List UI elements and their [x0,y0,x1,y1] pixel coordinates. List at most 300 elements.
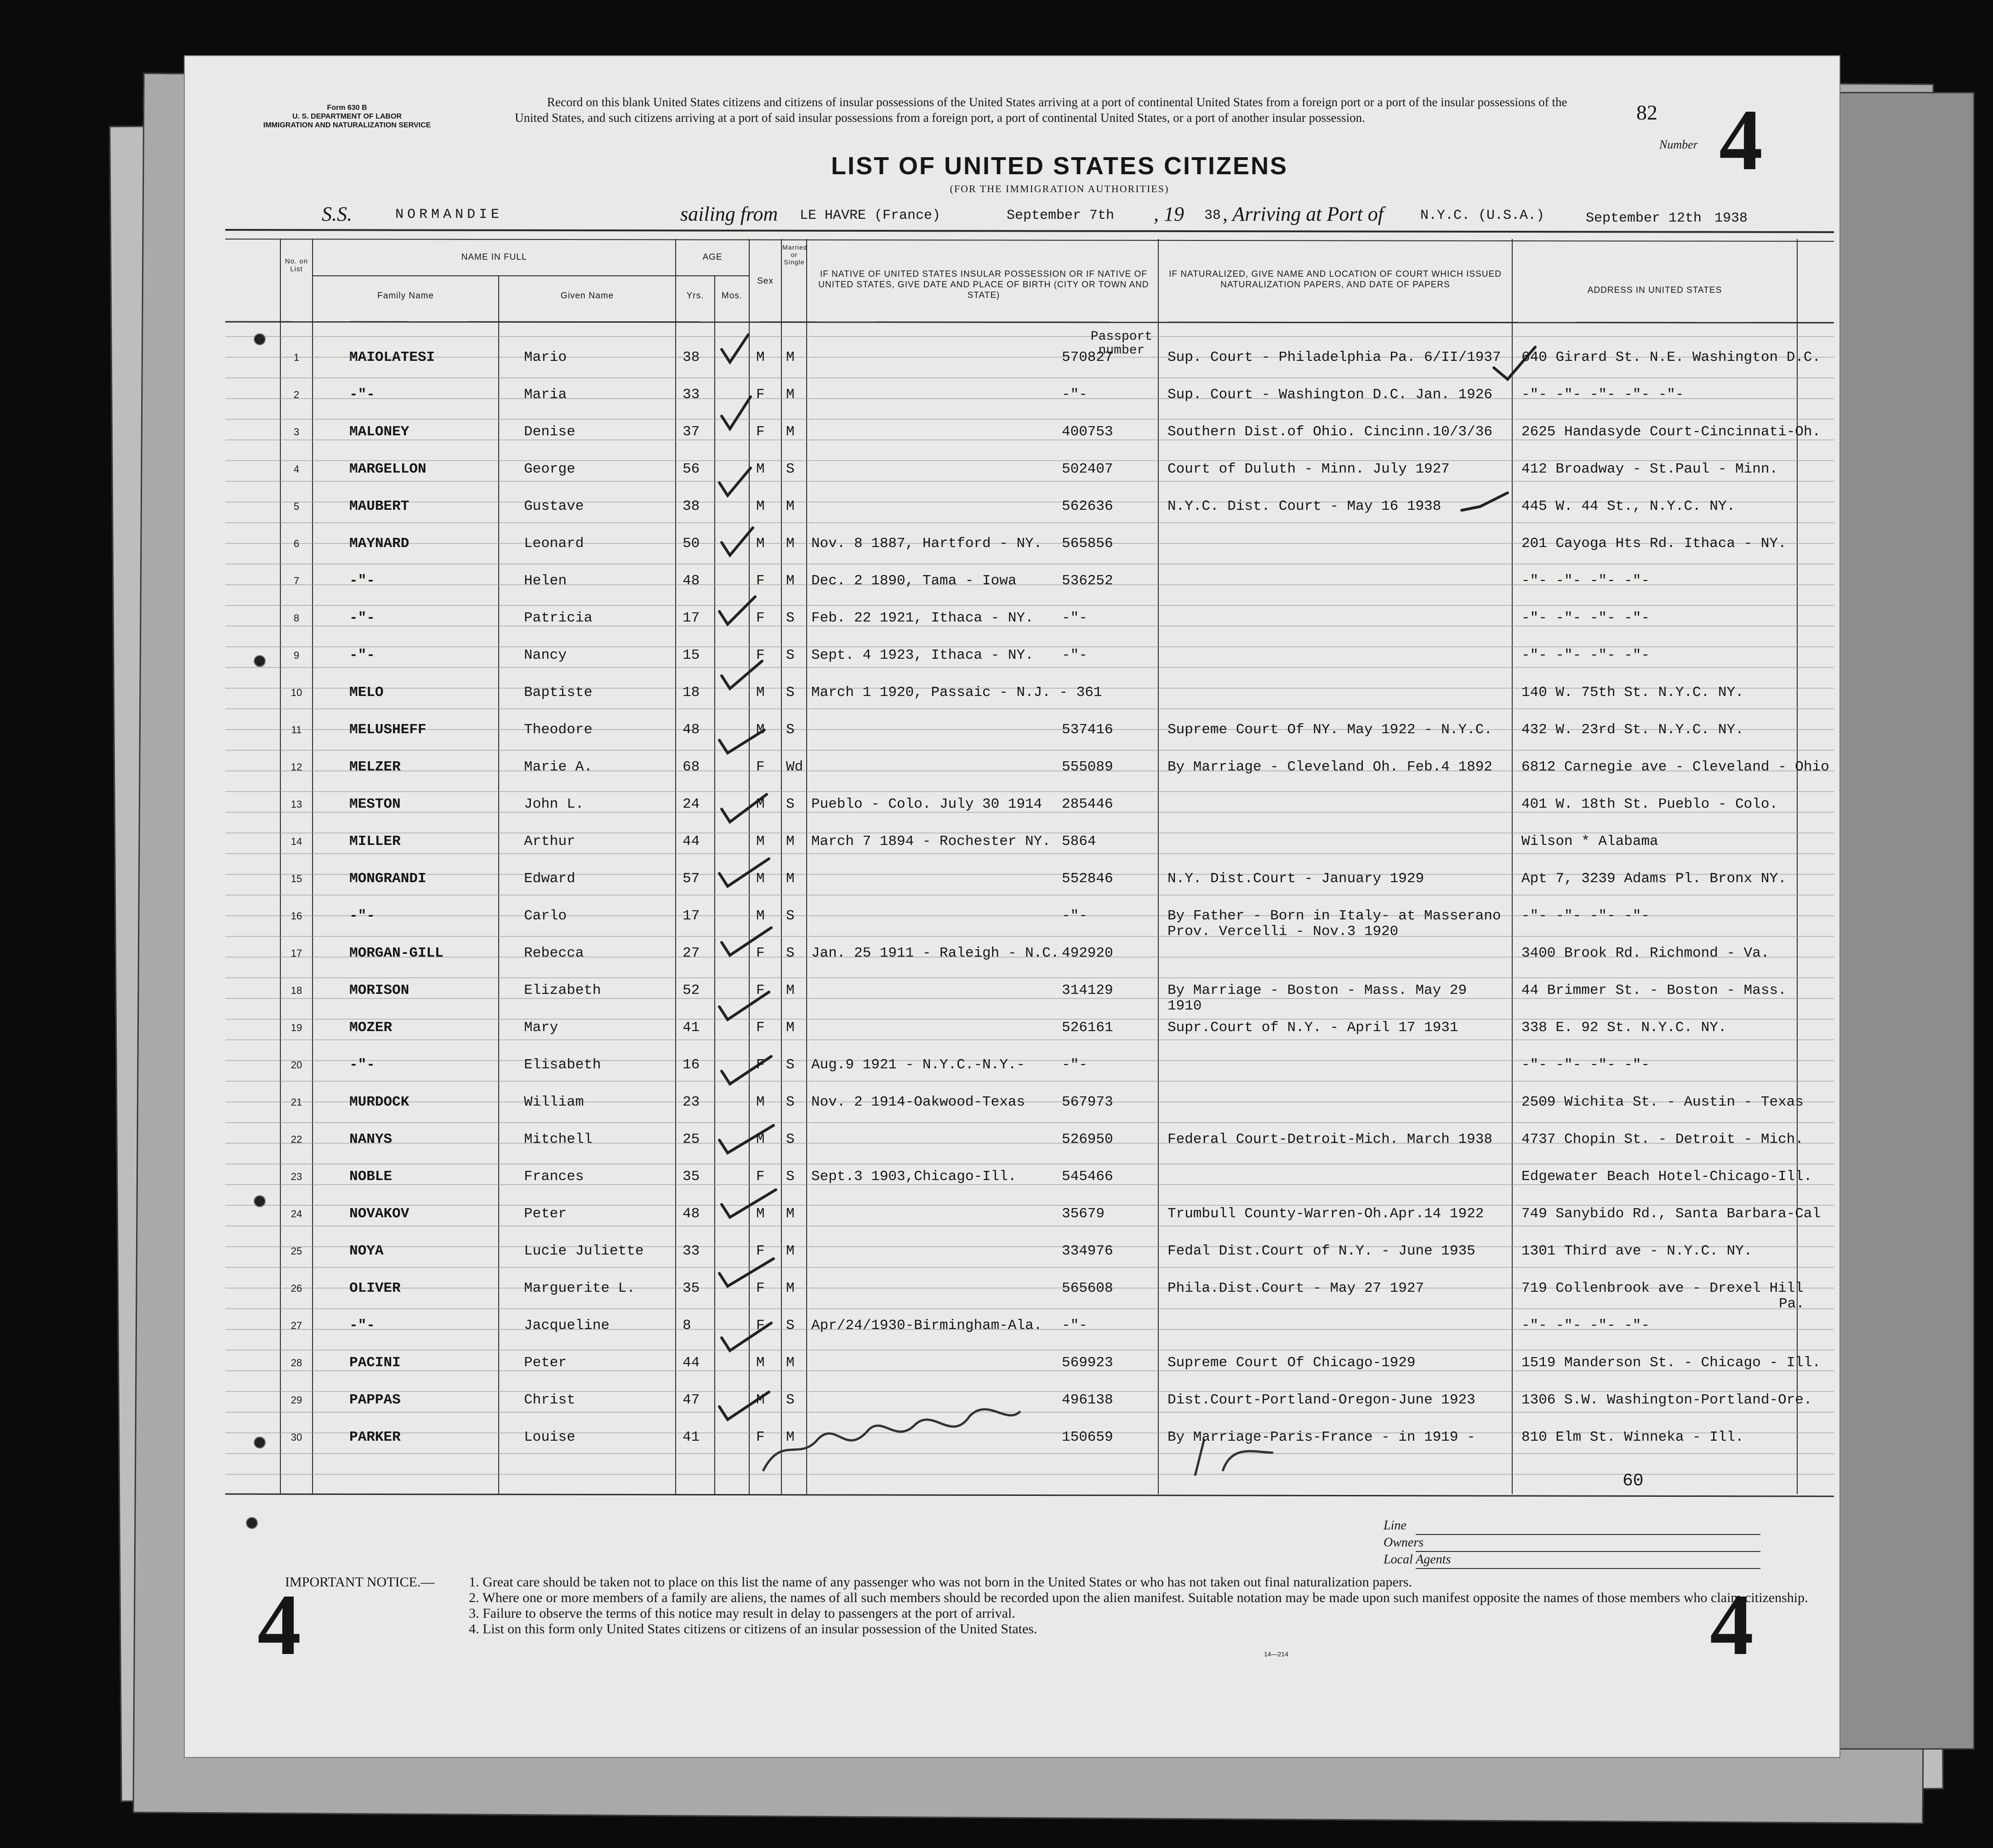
row-sex: F [756,1318,765,1334]
print-code: 14—214 [1264,1650,1288,1658]
row-given: Elisabeth [524,1057,601,1073]
notice-3: 3. Failure to observe the terms of this notice may result in delay to passengers at the port of arrival. [469,1606,1015,1621]
notice-4: 4. List on this form only United States citizens or citizens of an insular possession of the United States. [469,1621,1037,1637]
row-passport: 526950 [1062,1131,1113,1147]
row-no: 16 [290,910,302,922]
row-nat: Supr.Court of N.Y. - April 17 1931 [1167,1020,1458,1036]
row-sex: M [756,908,765,924]
row-age: 16 [683,1057,700,1073]
row-addr: -"- -"- -"- -"- [1521,573,1650,589]
row-addr: Wilson * Alabama [1521,833,1658,850]
row-addr: 4737 Chopin St. - Detroit - Mich. [1521,1131,1804,1147]
header-age: AGE [702,252,723,262]
row-age: 38 [683,349,700,365]
row-sex: F [756,1280,765,1296]
row-no: 19 [290,1022,302,1033]
row-ms: S [786,1057,795,1073]
row-passport: 555089 [1062,759,1113,775]
row-no: 5 [293,501,300,512]
row-ms: M [786,536,795,552]
arrival-date: September 12th [1586,211,1702,226]
row-given: Mitchell [524,1131,592,1147]
row-given: Christ [524,1392,575,1408]
row-age: 50 [683,536,700,552]
row-ms: M [786,424,795,440]
important-notice [285,1574,1839,1637]
row-age: 27 [683,945,700,961]
header-mos: Mos. [721,291,743,301]
row-passport: 552846 [1062,871,1113,887]
row-addr: Apt 7, 3239 Adams Pl. Bronx NY. [1521,871,1787,887]
row-given: Nancy [524,647,567,663]
row-passport: -"- [1062,1057,1088,1073]
row-nat-continued: 1910 [1167,998,1202,1014]
row-addr: 3400 Brook Rd. Richmond - Va. [1521,945,1770,961]
row-birth: Jan. 25 1911 - Raleigh - N.C. [811,945,1059,961]
row-age: 38 [683,498,700,514]
row-nat: N.Y.C. Dist. Court - May 16 1938 [1167,498,1441,514]
header-address: ADDRESS IN UNITED STATES [1587,285,1722,295]
row-birth: March 1 1920, Passaic - N.J. - 361 [811,684,1102,701]
row-nat: Court of Duluth - Minn. July 1927 [1167,461,1450,477]
row-nat: Fedal Dist.Court of N.Y. - June 1935 [1167,1243,1475,1259]
row-no: 11 [291,724,302,736]
row-ms: S [786,610,795,626]
row-given: Louise [524,1429,575,1445]
header-sex: Sex [757,276,774,286]
row-no: 29 [290,1394,302,1406]
row-no: 2 [293,389,300,400]
row-passport: 569923 [1062,1355,1113,1371]
row-no: 1 [293,352,300,363]
row-passport: 536252 [1062,573,1113,589]
row-given: George [524,461,575,477]
notice-1: 1. Great care should be taken not to place on this list the name of any passenger who was not born in the United States or who has not taken out final naturalization papers. [469,1574,1412,1590]
form-number: Form 630 B [327,104,367,112]
row-addr: -"- -"- -"- -"- [1521,647,1650,663]
row-passport: 5864 [1062,833,1096,850]
row-ms: S [786,908,795,924]
row-given: Peter [524,1206,567,1222]
row-passport: 400753 [1062,424,1113,440]
row-ms: M [786,1243,795,1259]
row-nat: Dist.Court-Portland-Oregon-June 1923 [1167,1392,1475,1408]
row-given: Gustave [524,498,584,514]
row-age: 33 [683,387,700,403]
row-passport: 334976 [1062,1243,1113,1259]
port-from: LE HAVRE (France) [800,208,941,223]
page-subtitle: (FOR THE IMMIGRATION AUTHORITIES) [950,183,1169,194]
bottom-right-number: 4 [1710,1577,1754,1673]
row-passport: 492920 [1062,945,1113,961]
row-age: 41 [683,1020,700,1036]
row-age: 35 [683,1280,700,1296]
row-ms: M [786,349,795,365]
row-ms: M [786,1206,795,1222]
row-sex: F [756,1169,765,1185]
row-addr: 2625 Handasyde Court-Cincinnati-Oh. [1521,424,1821,440]
row-ms: M [786,982,795,998]
row-given: Edward [524,871,575,887]
row-no: 13 [290,799,302,810]
row-ms: S [786,461,795,477]
row-given: Carlo [524,908,567,924]
row-sex: M [756,796,765,812]
row-nat: Sup. Court - Washington D.C. Jan. 1926 [1167,387,1492,403]
row-no: 8 [293,612,300,624]
row-passport: 545466 [1062,1169,1113,1185]
row-sex: M [756,1206,765,1222]
row-passport: 502407 [1062,461,1113,477]
header-naturalized: IF NATURALIZED, GIVE NAME AND LOCATION OF COURT WHICH ISSUED NATURALIZATION PAPERS, AND DATE OF PAPERS [1169,269,1502,290]
row-ms: S [786,1131,795,1147]
row-passport: 526161 [1062,1020,1113,1036]
row-nat: Federal Court-Detroit-Mich. March 1938 [1167,1131,1492,1147]
row-given: Frances [524,1169,584,1185]
row-no: 10 [290,687,302,698]
row-family: -"- [349,908,375,924]
row-sex: M [756,1094,765,1110]
row-no: 9 [293,650,300,661]
row-age: 35 [683,1169,700,1185]
row-given: Mary [524,1020,558,1036]
row-sex: M [756,684,765,701]
row-addr: 1301 Third ave - N.Y.C. NY. [1521,1243,1753,1259]
row-no: 30 [290,1432,302,1443]
row-passport: -"- [1062,908,1088,924]
row-age: 48 [683,1206,700,1222]
row-passport: -"- [1062,647,1088,663]
row-family: MELUSHEFF [349,722,427,738]
row-birth: Dec. 2 1890, Tama - Iowa [811,573,1017,589]
row-age: 52 [683,982,700,998]
row-no: 17 [290,947,302,959]
row-age: 17 [683,908,700,924]
row-birth: Nov. 8 1887, Hartford - NY. [811,536,1042,552]
row-ms: M [786,573,795,589]
row-ms: S [786,684,795,701]
row-family: NOYA [349,1243,384,1259]
row-no: 20 [290,1059,302,1071]
row-passport: 562636 [1062,498,1113,514]
row-given: Leonard [524,536,584,552]
binder-hole [254,1195,266,1207]
row-family: -"- [349,573,375,589]
binder-hole [254,1437,266,1449]
row-birth: Nov. 2 1914-Oakwood-Texas [811,1094,1025,1110]
row-passport: 565608 [1062,1280,1113,1296]
row-no: 23 [290,1171,302,1182]
row-sex: M [756,461,765,477]
header-passport: Passport number [1090,330,1153,358]
notice-2: 2. Where one or more members of a family are aliens, the names of all such members should be recorded upon the alien manifest. Suitable notation may be made upon such manifest opposite the names of those members who claim citizenship. [469,1590,1808,1605]
row-age: 17 [683,610,700,626]
row-sex: F [756,1243,765,1259]
row-age: 44 [683,1355,700,1371]
row-sex: M [756,1131,765,1147]
sailing-label: sailing from [680,203,778,225]
row-given: Patricia [524,610,592,626]
row-family: NOVAKOV [349,1206,410,1222]
row-addr: 640 Girard St. N.E. Washington D.C. [1521,349,1821,365]
row-no: 12 [290,761,302,773]
row-age: 37 [683,424,700,440]
row-nat: Southern Dist.of Ohio. Cincinn.10/3/36 [1167,424,1492,440]
row-no: 3 [293,426,300,438]
row-sex: M [756,349,765,365]
row-addr: 401 W. 18th St. Pueblo - Colo. [1521,796,1778,812]
row-given: Baptiste [524,684,592,701]
row-sex: F [756,1429,765,1445]
passenger-count: 60 [1623,1471,1644,1491]
row-passport: 285446 [1062,796,1113,812]
row-passport: 314129 [1062,982,1113,998]
row-ms: M [786,1280,795,1296]
row-family: PACINI [349,1355,401,1371]
row-passport: -"- [1062,387,1088,403]
row-passport: 537416 [1062,722,1113,738]
row-given: Arthur [524,833,575,850]
header-name-in-full: NAME IN FULL [461,252,527,262]
row-addr: 1306 S.W. Washington-Portland-Ore. [1521,1392,1812,1408]
page-number: 82 [1636,101,1657,124]
row-no: 28 [290,1357,302,1369]
row-passport: 570827 [1062,349,1113,365]
row-addr: 140 W. 75th St. N.Y.C. NY. [1521,684,1744,701]
list-number: 4 [1719,92,1763,188]
row-nat: By Marriage - Boston - Mass. May 29 [1167,982,1467,998]
row-addr: Edgewater Beach Hotel-Chicago-Ill. [1521,1169,1812,1185]
row-family: MONGRANDI [349,871,427,887]
row-addr: -"- -"- -"- -"- [1521,908,1650,924]
binder-hole [254,333,266,345]
row-sex: F [756,982,765,998]
row-sex: M [756,536,765,552]
row-age: 8 [683,1318,691,1334]
arriving-label: , Arriving at Port of [1223,203,1384,225]
row-age: 41 [683,1429,700,1445]
row-no: 27 [290,1320,302,1331]
row-family: MELO [349,684,384,701]
row-sex: M [756,1355,765,1371]
row-family: -"- [349,647,375,663]
row-age: 47 [683,1392,700,1408]
row-family: MORGAN-GILL [349,945,444,961]
ss-label: S.S. [322,203,352,225]
row-family: MAIOLATESI [349,349,435,365]
row-passport: -"- [1062,1318,1088,1334]
row-addr: 2509 Wichita St. - Austin - Texas [1521,1094,1804,1110]
row-addr: -"- -"- -"- -"- [1521,1057,1650,1073]
row-nat: N.Y. Dist.Court - January 1929 [1167,871,1424,887]
row-given: Maria [524,387,567,403]
row-passport: 150659 [1062,1429,1113,1445]
row-no: 22 [290,1134,302,1145]
row-no: 24 [290,1208,302,1220]
row-addr: -"- -"- -"- -"- -"- [1521,387,1684,403]
row-given: Helen [524,573,567,589]
row-age: 18 [683,684,700,701]
row-sex: F [756,945,765,961]
row-sex: F [756,1020,765,1036]
row-sex: F [756,647,765,663]
row-addr: 412 Broadway - St.Paul - Minn. [1521,461,1778,477]
intro-text: Record on this blank United States citizens and citizens of insular possessions of the United States arriving at a port of continental United States from a foreign port or a port of the insular possessions of the United States, and such citizens arriving at a port of said insular possessions from a foreign port, a port of continental United States, or a port of another insular possession. [515,95,1567,125]
row-family: MOZER [349,1020,393,1036]
row-age: 48 [683,722,700,738]
row-birth: Aug.9 1921 - N.Y.C.-N.Y.- [811,1057,1025,1073]
row-family: MARGELLON [349,461,427,477]
row-ms: S [786,1318,795,1334]
department: U. S. DEPARTMENT OF LABOR [292,113,402,120]
page-title: LIST OF UNITED STATES CITIZENS [831,152,1288,180]
header-no: No. on List [285,257,308,273]
header-married: Married or Single [782,244,808,266]
row-given: Marie A. [524,759,592,775]
row-given: Mario [524,349,567,365]
row-addr: 338 E. 92 St. N.Y.C. NY. [1521,1020,1727,1036]
row-age: 15 [683,647,700,663]
row-addr: 201 Cayoga Hts Rd. Ithaca - NY. [1521,536,1787,552]
bottom-left-number: 4 [257,1577,301,1673]
row-nat: Phila.Dist.Court - May 27 1927 [1167,1280,1424,1296]
row-ms: S [786,945,795,961]
row-given: Marguerite L. [524,1280,635,1296]
row-given: Rebecca [524,945,584,961]
row-addr: 6812 Carnegie ave - Cleveland - Ohio [1521,759,1829,775]
row-sex: M [756,498,765,514]
row-sex: M [756,1392,765,1408]
row-family: -"- [349,610,375,626]
row-ms: S [786,1094,795,1110]
row-family: NOBLE [349,1169,393,1185]
row-given: Lucie Juliette [524,1243,644,1259]
row-age: 44 [683,833,700,850]
row-no: 4 [293,463,300,475]
row-nat: Supreme Court Of NY. May 1922 - N.Y.C. [1167,722,1492,738]
row-passport: -"- [1062,610,1088,626]
owners-label: Owners [1384,1535,1424,1550]
row-given: John L. [524,796,584,812]
row-given: Peter [524,1355,567,1371]
row-birth: Pueblo - Colo. July 30 1914 [811,796,1042,812]
row-addr: 1519 Manderson St. - Chicago - Ill. [1521,1355,1821,1371]
header-birth: IF NATIVE OF UNITED STATES INSULAR POSSESSION OR IF NATIVE OF UNITED STATES, GIVE DATE AND PLACE OF BIRTH (CITY OR TOWN AND STATE) [818,269,1149,300]
row-sex: F [756,424,765,440]
row-passport: 565856 [1062,536,1113,552]
row-nat: Sup. Court - Philadelphia Pa. 6/II/1937 [1167,349,1501,365]
row-no: 15 [290,873,302,884]
arrival-year: 1938 [1714,211,1748,226]
row-family: OLIVER [349,1280,401,1296]
row-addr: -"- -"- -"- -"- [1521,610,1650,626]
row-ms: M [786,833,795,850]
sail-date: September 7th [1007,208,1115,223]
row-birth: Apr/24/1930-Birmingham-Ala. [811,1318,1042,1334]
notice-label: IMPORTANT NOTICE.— [285,1574,435,1590]
row-given: Elizabeth [524,982,601,998]
agents-label: Local Agents [1384,1552,1451,1567]
row-age: 56 [683,461,700,477]
row-family: -"- [349,1318,375,1334]
row-family: -"- [349,387,375,403]
row-no: 6 [293,538,300,549]
row-passport: 567973 [1062,1094,1113,1110]
row-family: NANYS [349,1131,393,1147]
row-given: William [524,1094,584,1110]
row-family: MAUBERT [349,498,410,514]
row-family: PARKER [349,1429,401,1445]
row-birth: Feb. 22 1921, Ithaca - NY. [811,610,1034,626]
row-no: 7 [293,575,300,587]
row-age: 57 [683,871,700,887]
row-family: -"- [349,1057,375,1073]
row-addr: 432 W. 23rd St. N.Y.C. NY. [1521,722,1744,738]
row-no: 26 [290,1283,302,1294]
line-label: Line [1384,1518,1406,1533]
row-ms: M [786,1020,795,1036]
row-nat: By Father - Born in Italy- at Masserano [1167,908,1501,924]
row-given: Theodore [524,722,592,738]
row-sex: M [756,871,765,887]
row-family: MALONEY [349,424,410,440]
port-to: N.Y.C. (U.S.A.) [1420,208,1545,223]
ship-name: NORMANDIE [395,207,503,222]
row-nat: Trumbull County-Warren-Oh.Apr.14 1922 [1167,1206,1484,1222]
row-age: 25 [683,1131,700,1147]
row-nat: By Marriage-Paris-France - in 1919 - [1167,1429,1475,1445]
row-age: 68 [683,759,700,775]
row-nat: By Marriage - Cleveland Oh. Feb.4 1892 [1167,759,1492,775]
row-sex: F [756,610,765,626]
row-family: MESTON [349,796,401,812]
number-label: Number [1659,138,1698,151]
row-given: Denise [524,424,575,440]
row-birth: Sept. 4 1923, Ithaca - NY. [811,647,1034,663]
row-family: PAPPAS [349,1392,401,1408]
year-prefix: , 19 [1154,203,1184,225]
row-sex: F [756,759,765,775]
row-ms: S [786,1169,795,1185]
row-addr: 44 Brimmer St. - Boston - Mass. [1521,982,1787,998]
row-addr: -"- -"- -"- -"- [1521,1318,1650,1334]
row-birth: March 7 1894 - Rochester NY. [811,833,1051,850]
row-age: 33 [683,1243,700,1259]
row-addr-continued: Pa. [1779,1296,1805,1312]
row-ms: S [786,647,795,663]
sail-year: 38 [1204,208,1221,223]
row-ms: S [786,796,795,812]
row-sex: M [756,833,765,850]
row-ms: M [786,1355,795,1371]
row-no: 14 [290,836,302,847]
row-age: 23 [683,1094,700,1110]
row-no: 18 [290,985,302,996]
row-sex: F [756,387,765,403]
row-addr: 749 Sanybido Rd., Santa Barbara-Cal [1521,1206,1821,1222]
row-ms: S [786,1392,795,1408]
row-age: 24 [683,796,700,812]
row-passport: 496138 [1062,1392,1113,1408]
row-nat: Supreme Court Of Chicago-1929 [1167,1355,1416,1371]
row-ms: M [786,871,795,887]
header-yrs: Yrs. [686,291,704,301]
row-addr: 719 Collenbrook ave - Drexel Hill [1521,1280,1804,1296]
row-nat-continued: Prov. Vercelli - Nov.3 1920 [1167,924,1399,940]
row-family: MILLER [349,833,401,850]
row-sex: F [756,573,765,589]
row-birth: Sept.3 1903,Chicago-Ill. [811,1169,1017,1185]
